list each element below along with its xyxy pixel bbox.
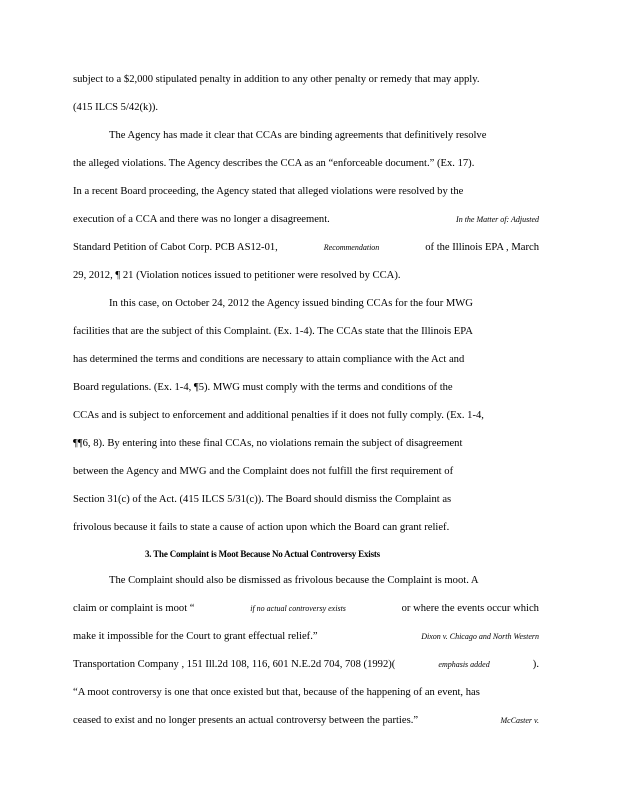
quoted-emphasis: if no actual controversy exists	[250, 604, 346, 613]
body-line	[73, 213, 539, 227]
case-citation: In the Matter of: Adjusted	[456, 215, 539, 224]
body-line: The Complaint should also be dismissed as frivolous because the Complaint is moot. A	[109, 575, 479, 586]
body-line: In a recent Board proceeding, the Agency stated that alleged violations were resolved by the	[73, 186, 464, 197]
body-line: 29, 2012, ¶ 21 (Violation notices issued to petitioner were resolved by CCA).	[73, 270, 401, 281]
body-line	[73, 714, 539, 728]
body-line: “A moot controversy is one that once existed but that, because of the happening of an event, has	[73, 687, 480, 698]
body-text: Standard Petition of Cabot Corp. PCB AS12-01,	[73, 242, 278, 253]
body-text: Transportation Company , 151 Ill.2d 108, 116, 601 N.E.2d 704, 708 (1992)(	[73, 659, 396, 670]
body-line: frivolous because it fails to state a cause of action upon which the Board can grant relief.	[73, 522, 450, 533]
body-line	[73, 630, 539, 644]
body-line	[73, 658, 539, 672]
body-line	[73, 602, 539, 616]
body-line: Board regulations. (Ex. 1-4, ¶5). MWG must comply with the terms and conditions of the	[73, 382, 453, 393]
body-line: subject to a $2,000 stipulated penalty in addition to any other penalty or remedy that may apply.	[73, 74, 480, 85]
case-citation: Dixon v. Chicago and North Western	[421, 632, 539, 641]
body-line: has determined the terms and conditions are necessary to attain compliance with the Act and	[73, 354, 465, 365]
body-text: or where the events occur which	[401, 603, 539, 614]
emphasis-note: emphasis added	[438, 660, 490, 669]
section-heading: 3. The Complaint is Moot Because No Actual Controversy Exists	[145, 549, 380, 559]
body-line: The Agency has made it clear that CCAs are binding agreements that definitively resolve	[109, 130, 487, 141]
body-line: In this case, on October 24, 2012 the Agency issued binding CCAs for the four MWG	[109, 298, 473, 309]
body-text: ).	[532, 659, 539, 670]
case-citation: McCaster v.	[500, 716, 539, 725]
body-line: Section 31(c) of the Act. (415 ILCS 5/31(c)). The Board should dismiss the Complaint as	[73, 494, 452, 505]
body-text: make it impossible for the Court to grant effectual relief.”	[73, 631, 318, 642]
body-text: ceased to exist and no longer presents an actual controversy between the parties.”	[73, 715, 419, 726]
body-line: (415 ILCS 5/42(k)).	[73, 102, 159, 113]
body-line: between the Agency and MWG and the Complaint does not fulfill the first requirement of	[73, 466, 454, 477]
body-text: execution of a CCA and there was no longer a disagreement.	[73, 214, 330, 225]
body-line: the alleged violations. The Agency describes the CCA as an “enforceable document.” (Ex. 17).	[73, 158, 475, 169]
body-text: claim or complaint is moot “	[73, 603, 195, 614]
body-line: ¶¶6, 8). By entering into these final CCAs, no violations remain the subject of disagreement	[73, 438, 463, 449]
body-line: CCAs and is subject to enforcement and additional penalties if it does not fully comply. (Ex. 1-4,	[73, 410, 484, 421]
body-line	[73, 241, 539, 255]
body-text: of the Illinois EPA , March	[425, 242, 539, 253]
body-line: facilities that are the subject of this Complaint. (Ex. 1-4). The CCAs state that the Illinois EPA	[73, 326, 473, 337]
case-citation: Recommendation	[323, 243, 380, 252]
